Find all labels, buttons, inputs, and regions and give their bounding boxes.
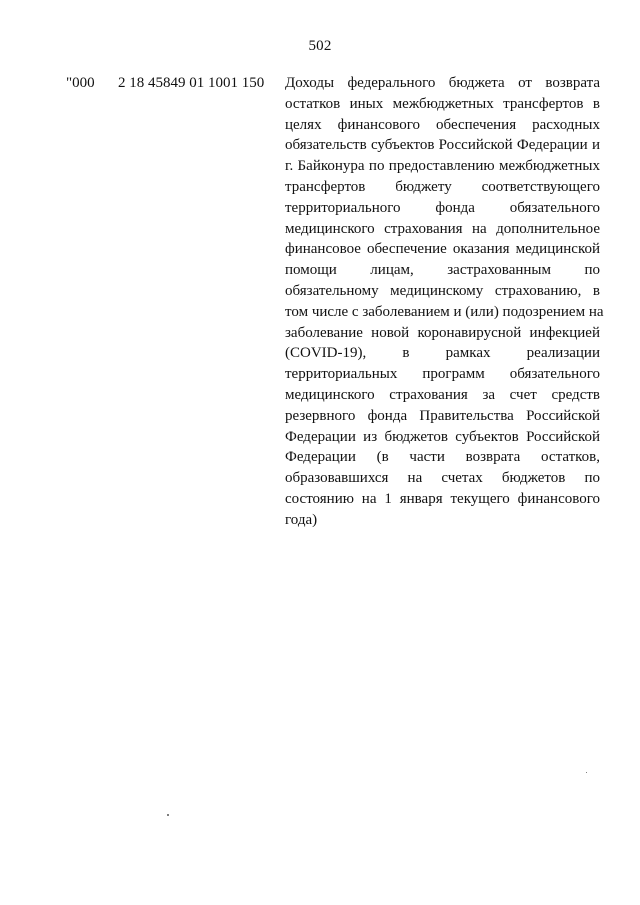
description-line: резервного фонда Правительства Российской [285,407,600,424]
budget-classification-code: 2 18 45849 01 1001 150 [118,75,265,91]
description-line: медицинского страхования на дополнительное [285,220,600,237]
description-line: помощи лицам, застрахованным по [285,262,600,279]
description-line: Федерации из бюджетов субъектов Российской [285,428,600,445]
description-line: остатков иных межбюджетных трансфертов в [285,95,600,112]
description-line: (COVID-19), в рамках реализации [285,345,600,362]
description-line: территориальных программ обязательного [285,366,600,383]
description-line: г. Байконура по предоставлению межбюджетных [285,158,600,175]
description-line: целях финансового обеспечения расходных [285,116,600,133]
scan-speck [586,772,587,773]
description-line: Доходы федерального бюджета от возврата [285,75,600,91]
entry-description [285,73,604,531]
description-line: года) [285,511,318,528]
admin-code: "000 [66,75,95,91]
description-line: медицинского страхования за счет средств [285,386,600,403]
description-line: финансовое обеспечение оказания медицинской [285,241,600,258]
description-line: обязательств субъектов Российской Федерации и [285,137,600,154]
description-line: территориального фонда обязательного [285,199,600,216]
description-line: состоянию на 1 января текущего финансового [285,490,600,507]
description-line: образовавшихся на счетах бюджетов по [285,470,600,487]
description-line: том числе с заболеванием и (или) подозрением на [285,303,604,320]
description-line: заболевание новой коронавирусной инфекцией [285,324,600,341]
description-line: обязательному медицинскому страхованию, в [285,282,600,299]
description-line: трансфертов бюджету соответствующего [285,178,600,195]
page-number: 502 [308,38,332,54]
scan-speck [167,814,169,816]
description-line: Федерации (в части возврата остатков, [285,449,600,466]
